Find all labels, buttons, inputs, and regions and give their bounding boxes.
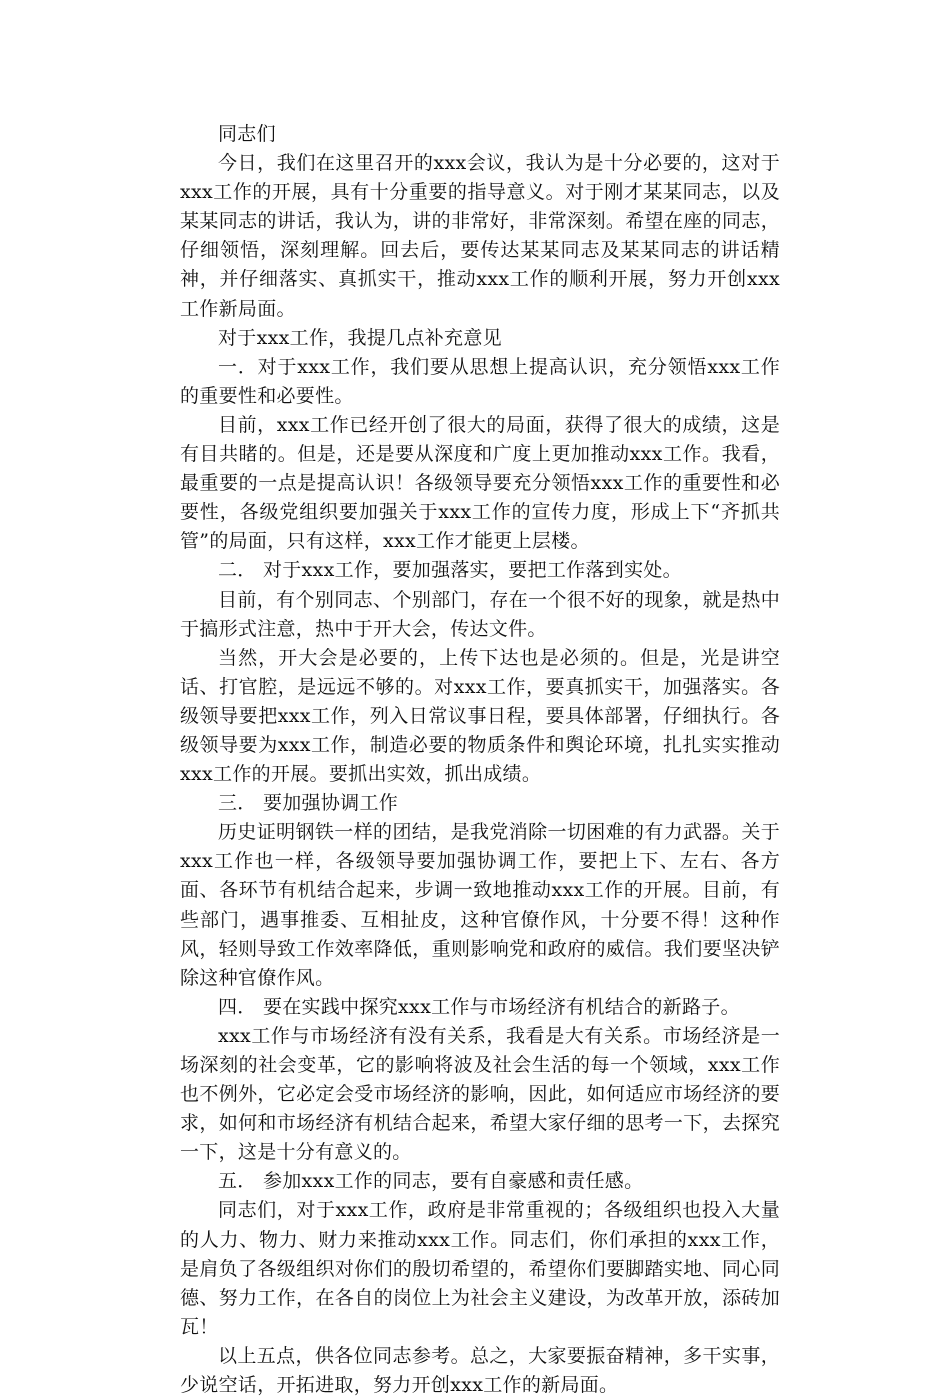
point-five-heading: 五． 参加xxx工作的同志，要有自豪感和责任感。 bbox=[218, 1170, 644, 1193]
point-three-heading: 三． 要加强协调工作 bbox=[218, 792, 399, 815]
point-four-heading: 四． 要在实践中探究xxx工作与市场经济有机结合的新路子。 bbox=[218, 995, 740, 1018]
speech-body bbox=[180, 120, 780, 1400]
point-two-heading: 二． 对于xxx工作，要加强落实，要把工作落到实处。 bbox=[218, 559, 682, 582]
opening-paragraph: 今日，我们在这里召开的xxx会议，我认为是十分必要的，这对于xxx工作的开展，具有十分重要的指导意义。对于刚才某某同志，以及某某同志的讲话，我认为，讲的非常好，非常深刻。希望在座的同志，仔细领悟，深刻理解。回去后，要传达某某同志及某某同志的讲话精神，并仔细落实、真抓实干，推动xxx工作的顺利开展，努力开创xxx工作新局面。 bbox=[180, 152, 780, 320]
point-five-body: 同志们，对于xxx工作，政府是非常重视的；各级组织也投入大量的人力、物力、财力来推动xxx工作。同志们，你们承担的xxx工作，是肩负了各级组织对你们的殷切希望的，希望你们要脚踏实地、同心同德、努力工作，在各自的岗位上为社会主义建设，为改革开放，添砖加瓦！ bbox=[180, 1199, 780, 1338]
point-two-body-2: 当然，开大会是必要的，上传下达也是必须的。但是，光是讲空话、打官腔，是远远不够的。对xxx工作，要真抓实干，加强落实。各级领导要把xxx工作，列入日常议事日程，要具体部署，仔细执行。各级领导要为xxx工作，制造必要的物质条件和舆论环境，扎扎实实推动xxx工作的开展。要抓出实效，抓出成绩。 bbox=[180, 646, 780, 786]
closing-paragraph: 以上五点，供各位同志参考。总之，大家要振奋精神，多干实事，少说空话，开拓进取，努力开创xxx工作的新局面。 bbox=[180, 1344, 780, 1397]
point-one-heading: 一．对于xxx工作，我们要从思想上提高认识，充分领悟xxx工作的重要性和必要性。 bbox=[180, 355, 780, 407]
point-four-body: xxx工作与市场经济有没有关系，我看是大有关系。市场经济是一场深刻的社会变革，它的影响将波及社会生活的每一个领域，xxx工作也不例外，它必定会受市场经济的影响，因此，如何适应市场经济的要求，如何和市场经济有机结合起来，希望大家仔细的思考一下，去探究一下，这是十分有意义的。 bbox=[180, 1024, 780, 1164]
point-one-body: 目前，xxx工作已经开创了很大的局面，获得了很大的成绩，这是有目共睹的。但是，还是要从深度和广度上更加推动xxx工作。我看，最重要的一点是提高认识！各级领导要充分领悟xxx工作的重要性和必要性，各级党组织要加强关于xxx工作的宣传力度，形成上下“齐抓共管”的局面，只有这样，xxx工作才能更上层楼。 bbox=[180, 413, 780, 553]
point-two-body-1: 目前，有个别同志、个别部门，存在一个很不好的现象，就是热中于搞形式注意，热中于开大会，传达文件。 bbox=[180, 588, 780, 640]
point-three-body: 历史证明钢铁一样的团结，是我党消除一切困难的有力武器。关于xxx工作也一样，各级领导要加强协调工作，要把上下、左右、各方面、各环节有机结合起来，步调一致地推动xxx工作的开展。目前，有些部门，遇事推委、互相扯皮，这种官僚作风，十分要不得！这种作风，轻则导致工作效率降低，重则影响党和政府的威信。我们要坚决铲除这种官僚作风。 bbox=[180, 821, 780, 989]
transition-line: 对于xxx工作，我提几点补充意见 bbox=[218, 326, 502, 349]
salutation: 同志们 bbox=[218, 123, 276, 145]
